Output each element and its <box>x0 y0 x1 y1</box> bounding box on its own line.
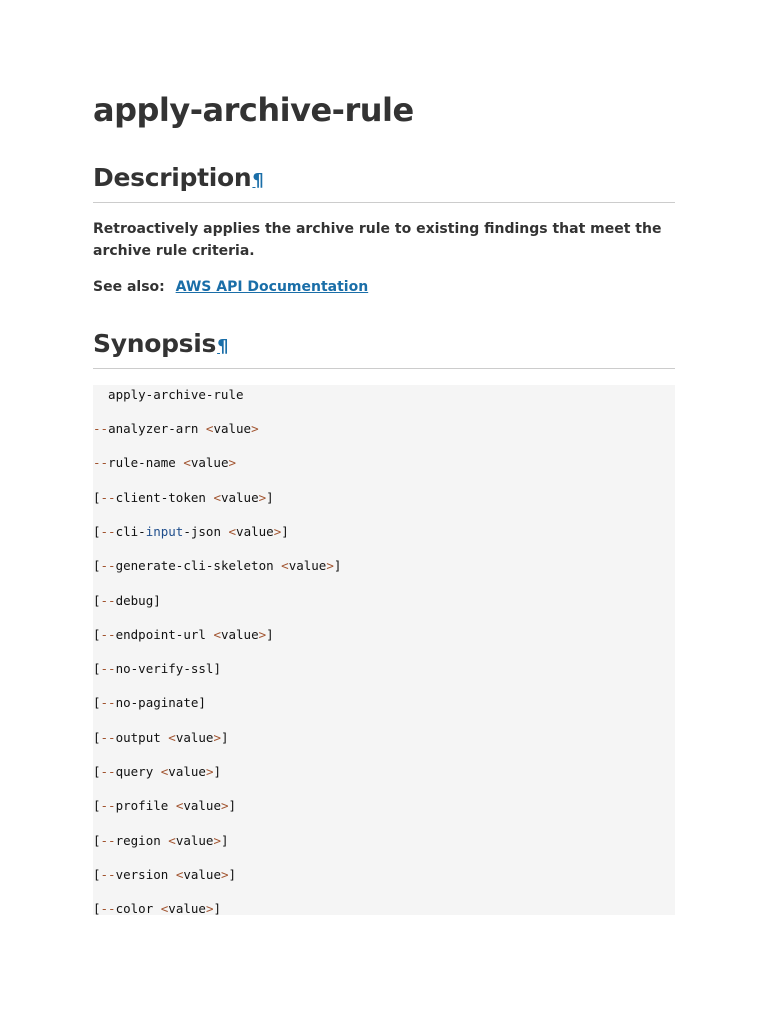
option-name: no-paginate <box>115 695 199 711</box>
option-open-bracket: [ <box>93 832 101 848</box>
synopsis-option-line <box>93 797 236 814</box>
option-value-placeholder: value <box>220 626 259 642</box>
option-close-bracket: ] <box>213 661 221 677</box>
option-name: version <box>115 866 169 882</box>
option-dashes: -- <box>100 901 116 917</box>
option-space <box>221 524 229 539</box>
option-angle-close: > <box>228 455 237 471</box>
synopsis-option-line <box>93 592 161 609</box>
option-open-bracket: [ <box>93 558 101 574</box>
option-name: color <box>115 901 154 917</box>
option-angle-open: < <box>160 764 169 779</box>
option-open-bracket: [ <box>93 866 101 882</box>
page-title: apply-archive-rule <box>93 91 414 129</box>
option-dashes: -- <box>100 661 116 677</box>
synopsis-anchor-link[interactable]: ¶ <box>217 336 229 357</box>
option-angle-close: > <box>220 798 229 814</box>
synopsis-option-line <box>93 454 236 471</box>
option-name: query <box>115 764 154 779</box>
option-dashes: -- <box>100 798 116 814</box>
option-open-bracket: [ <box>93 729 101 745</box>
option-close-bracket: ] <box>228 866 237 882</box>
option-angle-close: > <box>205 764 214 779</box>
synopsis-option-line <box>93 763 221 780</box>
option-value-placeholder: value <box>220 489 259 505</box>
description-anchor-link[interactable]: ¶ <box>252 170 264 191</box>
option-space <box>153 764 161 779</box>
option-close-bracket: ] <box>266 626 274 642</box>
option-dashes: -- <box>100 729 116 745</box>
option-dashes: -- <box>100 592 116 608</box>
option-name: rule-name <box>108 455 176 471</box>
option-close-bracket: ] <box>228 798 237 814</box>
option-close-bracket: ] <box>198 695 206 711</box>
option-name: generate-cli-skeleton <box>115 558 274 574</box>
synopsis-option-line <box>93 523 289 540</box>
option-close-bracket: ] <box>266 489 274 505</box>
synopsis-option-line <box>93 900 221 917</box>
synopsis-option-line <box>93 557 341 574</box>
option-open-bracket: [ <box>93 798 101 814</box>
option-angle-close: > <box>273 523 282 539</box>
option-angle-open: < <box>228 523 237 539</box>
aws-api-documentation-link[interactable]: AWS API Documentation <box>175 279 369 295</box>
option-name: profile <box>115 798 169 814</box>
description-heading-text: Description <box>93 163 252 192</box>
synopsis-heading-text: Synopsis <box>93 329 217 358</box>
option-angle-open: < <box>205 421 214 436</box>
option-close-bracket: ] <box>333 558 342 574</box>
option-open-bracket: [ <box>93 626 101 642</box>
synopsis-option-line <box>93 626 274 643</box>
option-dashes: -- <box>100 695 116 711</box>
description-text: Retroactively applies the archive rule to existing findings that meet the archive rule criteria. <box>93 221 662 259</box>
option-open-bracket: [ <box>93 523 101 539</box>
option-name: cli- <box>115 523 146 539</box>
option-dashes: -- <box>100 523 116 539</box>
option-value-placeholder: value <box>190 455 229 471</box>
option-angle-open: < <box>168 832 176 848</box>
option-name-suffix: -json <box>183 523 221 539</box>
option-angle-close: > <box>213 729 221 745</box>
option-value-placeholder: value <box>183 798 221 814</box>
synopsis-option-line <box>93 729 229 746</box>
option-close-bracket: ] <box>213 764 221 779</box>
synopsis-option-line <box>93 660 221 677</box>
option-dashes: -- <box>100 764 116 779</box>
option-angle-open: < <box>183 455 191 471</box>
option-name: output <box>115 729 161 745</box>
synopsis-option-line <box>93 866 236 883</box>
synopsis-option-line <box>93 832 229 849</box>
option-close-bracket: ] <box>281 523 289 539</box>
synopsis-option-line <box>93 489 274 506</box>
option-value-placeholder: value <box>175 832 214 848</box>
option-open-bracket: [ <box>93 764 101 779</box>
see-also <box>93 276 677 298</box>
option-close-bracket: ] <box>220 832 229 848</box>
option-name: region <box>115 832 161 848</box>
option-space <box>168 867 176 882</box>
option-open-bracket: [ <box>93 695 101 711</box>
option-angle-open: < <box>213 489 221 505</box>
option-name: no-verify-ssl <box>115 661 214 677</box>
option-angle-close: > <box>220 866 229 882</box>
option-angle-open: < <box>281 558 289 574</box>
option-dashes: -- <box>100 626 116 642</box>
option-angle-close: > <box>326 558 334 574</box>
option-angle-open: < <box>213 626 221 642</box>
option-close-bracket: ] <box>153 592 161 608</box>
option-value-placeholder: value <box>183 866 221 882</box>
option-angle-close: > <box>251 421 259 436</box>
option-open-bracket: [ <box>93 592 101 608</box>
option-open-bracket: [ <box>93 489 101 505</box>
option-space <box>153 901 161 916</box>
option-name: client-token <box>115 489 206 505</box>
option-dashes: -- <box>93 421 109 436</box>
option-angle-open: < <box>168 729 176 745</box>
option-value-placeholder: value <box>175 729 214 745</box>
synopsis-option-line <box>93 694 206 711</box>
option-angle-close: > <box>213 832 221 848</box>
option-space <box>198 421 206 436</box>
synopsis-option-line <box>93 420 259 437</box>
option-value-placeholder: value <box>236 523 274 539</box>
option-name: analyzer-arn <box>108 421 199 436</box>
option-angle-open: < <box>175 798 184 814</box>
option-dashes: -- <box>100 558 116 574</box>
synopsis-heading <box>93 327 675 369</box>
see-also-label: See also: <box>93 279 165 295</box>
option-dashes: -- <box>100 866 116 882</box>
option-dashes: -- <box>93 455 109 471</box>
option-name: debug <box>115 592 154 608</box>
option-angle-close: > <box>258 489 267 505</box>
option-angle-close: > <box>258 626 267 642</box>
option-angle-close: > <box>205 901 214 917</box>
option-value-placeholder: value <box>168 764 206 779</box>
description-heading <box>93 161 675 203</box>
option-space <box>168 798 176 813</box>
option-open-bracket: [ <box>93 901 101 917</box>
synopsis-code-block <box>93 385 675 915</box>
option-value-placeholder: value <box>168 901 206 917</box>
option-dashes: -- <box>100 832 116 848</box>
option-dashes: -- <box>100 489 116 505</box>
option-angle-open: < <box>175 866 184 882</box>
synopsis-command: apply-archive-rule <box>93 387 244 402</box>
option-keyword: input <box>145 523 184 539</box>
option-value-placeholder: value <box>213 421 252 436</box>
option-value-placeholder: value <box>288 558 327 574</box>
option-close-bracket: ] <box>220 729 229 745</box>
option-angle-open: < <box>160 901 169 917</box>
option-close-bracket: ] <box>213 901 221 917</box>
option-open-bracket: [ <box>93 661 101 677</box>
option-name: endpoint-url <box>115 626 206 642</box>
